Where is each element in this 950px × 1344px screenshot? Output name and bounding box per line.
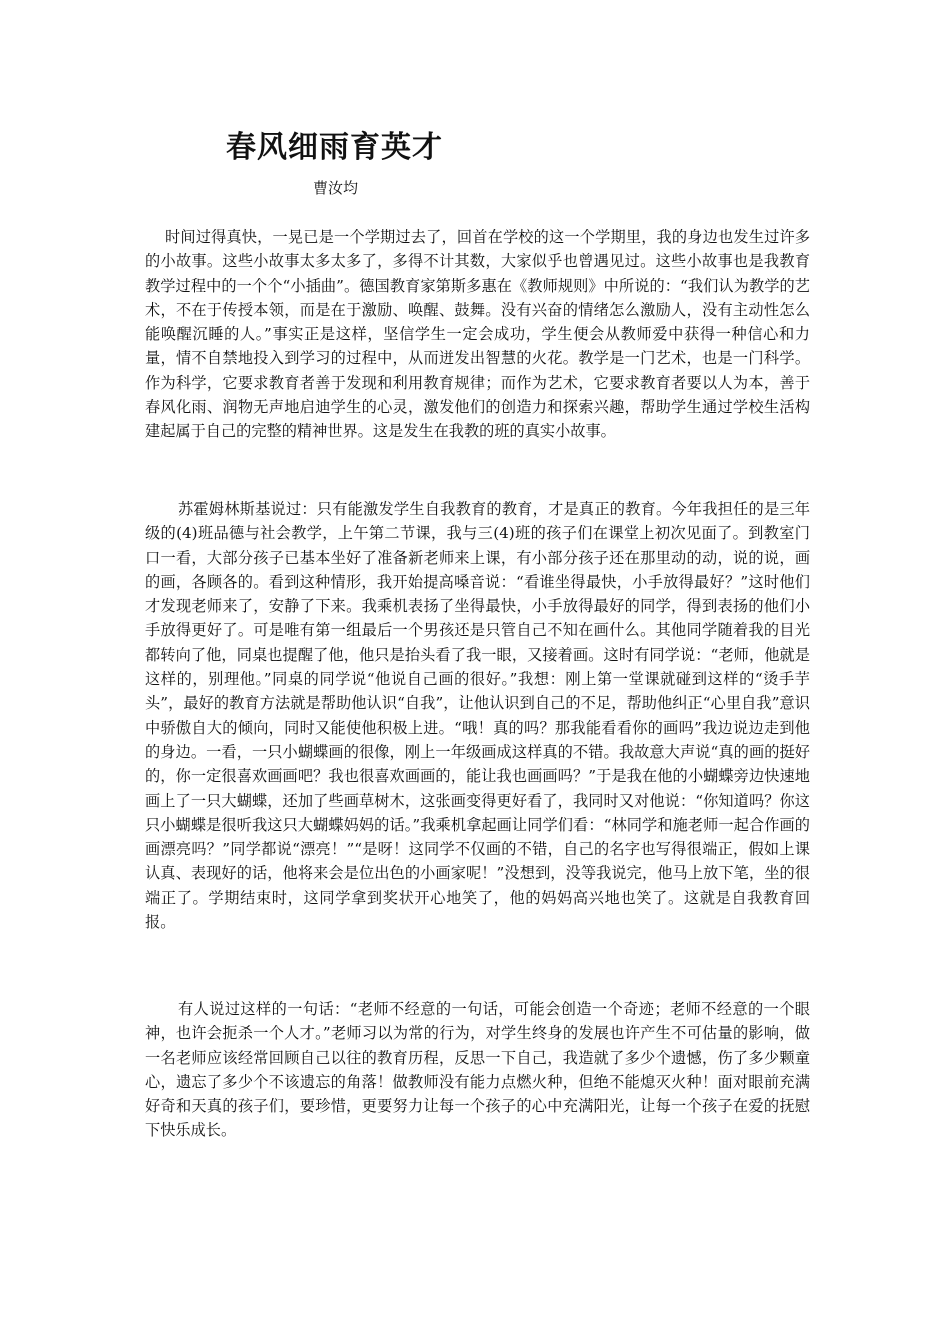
paragraph-1: 时间过得真快，一晃已是一个学期过去了，回首在学校的这一个学期里，我的身边也发生过许多的小故事。这些小故事太多太多了，多得不计其数，大家似乎也曾遇见过。这些小故事也是我教育教学过程中的一个个“小插曲”。德国教育家第斯多惠在《教师规则》中所说的：“我们认为教学的艺术，不在于传授本领，而是在于激励、唤醒、鼓舞。没有兴奋的情绪怎么激励人，没有主动性怎么能唤醒沉睡的人。”事实正是这样，坚信学生一定会成功，学生便会从教师爱中获得一种信心和力量，情不自禁地投入到学习的过程中，从而迸发出智慧的火花。教学是一门艺术，也是一门科学。作为科学，它要求教育者善于发现和利用教育规律；而作为艺术，它要求教育者要以人为本，善于春风化雨、润物无声地启迪学生的心灵，激发他们的创造力和探索兴趣，帮助学生通过学校生活构建起属于自己的完整的精神世界。这是发生在我教的班的真实小故事。 <box>145 228 810 441</box>
author-name: 曹汝均 <box>313 179 359 197</box>
document-title: 春风细雨育英才 <box>226 130 443 165</box>
paragraph-3: 有人说过这样的一句话：“老师不经意的一句话，可能会创造一个奇迹；老师不经意的一个眼神，也许会扼杀一个人才。”老师习以为常的行为，对学生终身的发展也许产生不可估量的影响，做一名老师应该经常回顾自己以往的教育历程，反思一下自己，我造就了多少个遗憾，伤了多少颗童心，遗忘了多少个不该遗忘的角落！做教师没有能力点燃火种，但绝不能熄灭火种！面对眼前充满好奇和天真的孩子们，要珍惜，更要努力让每一个孩子的心中充满阳光，让每一个孩子在爱的抚慰下快乐成长。 <box>145 1000 810 1140</box>
paragraph-2: 苏霍姆林斯基说过：只有能激发学生自我教育的教育，才是真正的教育。今年我担任的是三年级的(4)班品德与社会教学，上午第二节课，我与三(4)班的孩子们在课堂上初次见面了。到教室门口一看，大部分孩子已基本坐好了准备新老师来上课，有小部分孩子还在那里动的动，说的说，画的画，各顾各的。看到这种情形，我开始提高嗓音说：“看谁坐得最快，小手放得最好？”这时他们才发现老师来了，安静了下来。我乘机表扬了坐得最快，小手放得最好的同学，得到表扬的他们小手放得更好了。可是唯有第一组最后一个男孩还是只管自己不知在画什么。其他同学随着我的目光都转向了他，同桌也提醒了他，他只是抬头看了我一眼，又接着画。这时有同学说：“老师，他就是这样的，别理他。”同桌的同学说“他说自己画的很好。”我想：刚上第一堂课就碰到这样的“烫手芋头”，最好的教育方法就是帮助他认识“自我”，让他认识到自己的不足，帮助他纠正“心里自我”意识中骄傲自大的倾向，同时又能使他积极上进。“哦！真的吗？那我能看看你的画吗”我边说边走到他的身边。一看，一只小蝴蝶画的很像，刚上一年级画成这样真的不错。我故意大声说“真的画的挺好的，你一定很喜欢画画吧？我也很喜欢画画的，能让我也画画吗？”于是我在他的小蝴蝶旁边快速地画上了一只大蝴蝶，还加了些画草树木，这张画变得更好看了，我同时又对他说：“你知道吗？你这只小蝴蝶是很听我这只大蝴蝶妈妈的话。”我乘机拿起画让同学们看：“林同学和施老师一起合作画的画漂亮吗？”同学都说“漂亮！”“是呀！这同学不仅画的不错，自己的名字也写得很端正，假如上课认真、表现好的话，他将来会是位出色的小画家呢！”没想到，没等我说完，他马上放下笔，坐的很端正了。学期结束时，这同学拿到奖状开心地笑了，他的妈妈高兴地也笑了。这就是自我教育回报。 <box>145 500 810 932</box>
